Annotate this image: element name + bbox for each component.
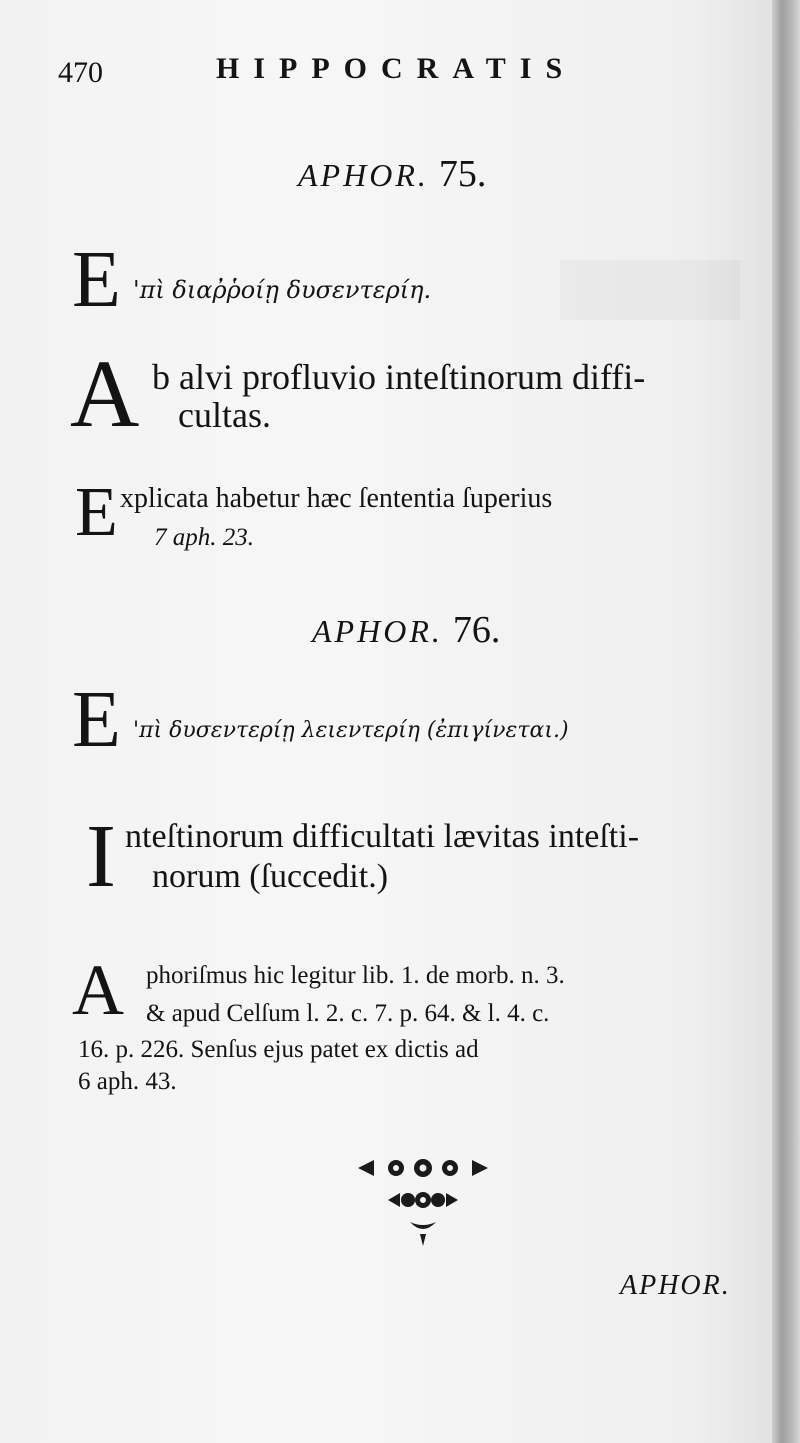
latin-line: nteſtinorum difficultati lævitas inteſti- (125, 818, 640, 855)
greek-text: 'πὶ δυσεντερίῃ λειεντερίη (ἐπιγίνεται.) (133, 718, 569, 743)
show-through-shade (560, 260, 740, 320)
latin-drop-cap: I (86, 807, 116, 906)
catchword: APHOR. (620, 1270, 731, 1301)
latin-line: cultas. (178, 395, 271, 435)
running-title: HIPPOCRATIS (216, 52, 577, 85)
latin-line: norum (ſuccedit.) (152, 858, 389, 895)
commentary-drop-cap: A (72, 950, 124, 1030)
commentary-line: & apud Celſum l. 2. c. 7. p. 64. & l. 4. c. (146, 1000, 550, 1027)
commentary-drop-cap: E (75, 474, 118, 551)
aphorism-heading-label: APHOR. (312, 613, 443, 649)
aphorism-heading (298, 152, 486, 196)
greek-drop-cap: E (72, 676, 121, 764)
page-number: 470 (58, 56, 103, 89)
latin-line: b alvi profluvio inteſtinorum diffi- (152, 357, 646, 397)
aphorism-heading-number: 76. (452, 609, 501, 651)
latin-drop-cap: A (70, 340, 140, 447)
commentary-line: phoriſmus hic legitur lib. 1. de morb. n. 3. (146, 962, 565, 989)
aphorism-heading-label: APHOR. (298, 157, 429, 193)
printers-ornament-icon (348, 1150, 498, 1250)
commentary-line: 7 aph. 23. (154, 524, 254, 551)
aphorism-heading (312, 608, 500, 652)
greek-drop-cap: E (72, 236, 121, 324)
running-head (58, 52, 618, 92)
page-edge (772, 0, 800, 1443)
commentary-line: 16. p. 226. Senſus ejus patet ex dictis ad (78, 1036, 479, 1063)
aphorism-heading-number: 75. (438, 153, 487, 195)
greek-text: 'πὶ διαῤῥοίῃ δυσεντερίη. (133, 276, 432, 304)
commentary-line: 6 aph. 43. (78, 1068, 177, 1095)
commentary-line: xplicata habetur hæc ſententia ſuperius (120, 483, 553, 514)
